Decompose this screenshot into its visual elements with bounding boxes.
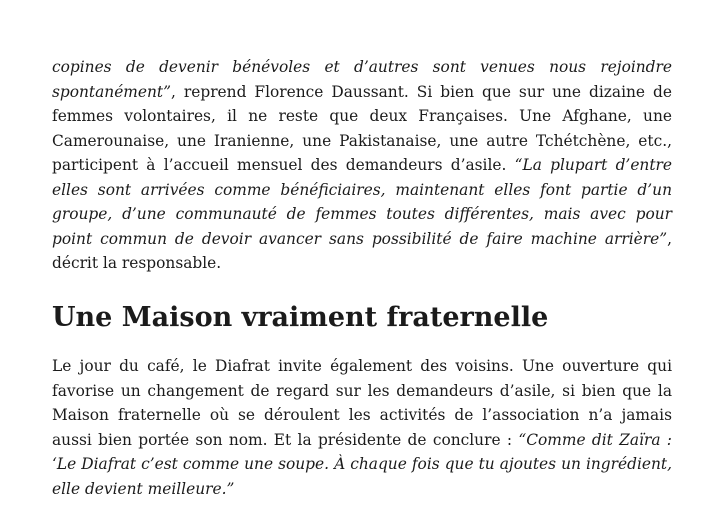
quote-zaira: “Comme dit Zaïra : ‘Le Diafrat c’est comme une soupe. À chaque fois que tu ajoutes un ingrédient, elle devient meilleure.”	[52, 430, 672, 498]
section-heading: Une Maison vraiment fraternelle	[52, 302, 549, 333]
paragraph-2-text: Le jour du café, le Diafrat invite également des voisins. Une ouverture qui favorise un changement de regard sur les demandeurs d’asile, si bien que la Maison fraternelle où se déroulent les activités de l’association n’a jamais aussi bien portée son nom. Et la présidente de conclure :	[52, 357, 672, 449]
paragraph-2	[52, 354, 672, 501]
quote-responsable: “La plupart d’entre elles sont arrivées comme bénéficiaires, maintenant elles font partie d’un groupe, d’une communauté de femmes toutes différentes, mais avec pour point commun de devoir avancer sans possibilité de faire machine arrière”	[52, 156, 672, 248]
article-body	[52, 55, 672, 498]
paragraph-1-text-b: , décrit la responsable.	[52, 229, 672, 272]
quote-florence-daussant: copines de devenir bénévoles et d’autres sont venues nous rejoindre spontanément”	[52, 58, 672, 101]
paragraph-1	[52, 55, 672, 276]
paragraph-1-text-a: , reprend Florence Daussant. Si bien que sur une dizaine de femmes volontaires, il ne reste que deux Françaises. Une Afghane, une Camerounaise, une Iranienne, une Pakistanaise, une autre Tchétchène, etc., participent à l’accueil mensuel des demandeurs d’asile.	[52, 82, 672, 174]
